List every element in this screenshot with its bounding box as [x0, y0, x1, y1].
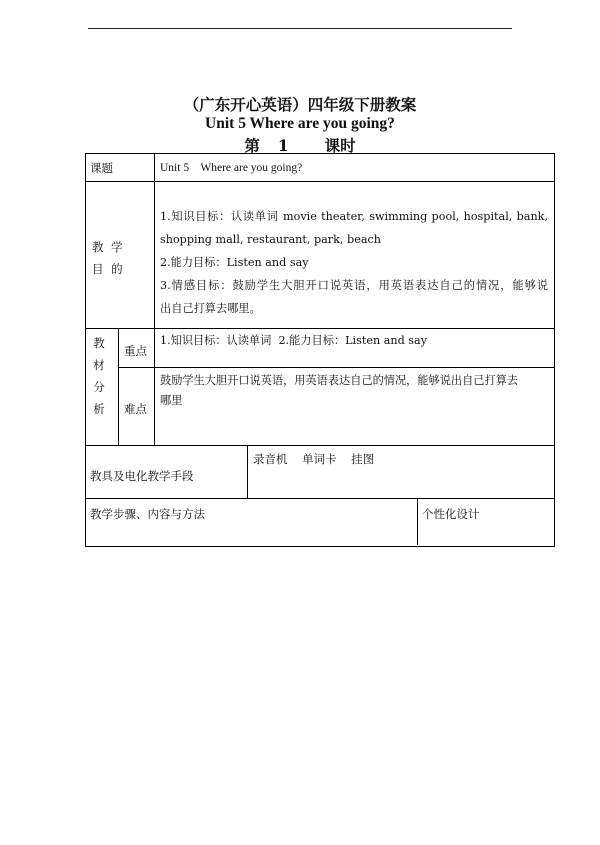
header-rule	[88, 28, 512, 29]
objective-line: 出自己打算去哪里。	[160, 302, 261, 315]
unit-title: Unit 5 Where are you going?	[205, 115, 395, 132]
lesson-number: 1	[277, 136, 289, 155]
objectives-label-line1: 教 学	[92, 240, 125, 254]
row-divider	[85, 498, 554, 499]
key-points-label: 重点	[124, 344, 147, 358]
difficulties-line1: 鼓励学生大胆开口说英语，用英语表达自己的情况，能够说出自己打算去	[160, 374, 519, 387]
col-divider	[247, 445, 248, 498]
row-divider	[85, 328, 554, 329]
col-divider	[118, 328, 119, 445]
difficulties-line2: 哪里	[160, 394, 183, 407]
analysis-char: 析	[93, 402, 105, 416]
col-divider	[417, 498, 418, 545]
objectives-content	[160, 205, 548, 320]
analysis-char: 分	[93, 380, 105, 394]
steps-label: 教学步骤、内容与方法	[90, 507, 205, 521]
objective-line: 3.情感目标：鼓励学生大胆开口说英语，用英语表达自己的情况，能够说	[160, 279, 548, 292]
objectives-label-line2: 目 的	[92, 262, 125, 276]
objective-line: shopping mall, restaurant, park, beach	[160, 233, 381, 246]
objective-line: 1.知识目标：认读单词 movie theater, swimming pool, hospital, bank,	[160, 210, 548, 223]
personal-design-label: 个性化设计	[422, 507, 480, 521]
document-title: （广东开心英语）四年级下册教案	[183, 95, 417, 114]
row-divider	[118, 367, 554, 368]
analysis-char: 教	[93, 336, 105, 350]
difficulties-label: 难点	[124, 402, 147, 416]
lesson-prefix: 第	[244, 136, 260, 155]
row-divider	[85, 181, 554, 182]
key-points-value: 1.知识目标：认读单词 2.能力目标：Listen and say	[160, 334, 428, 347]
tools-value: 录音机 单词卡 挂图	[253, 452, 375, 466]
topic-value: Unit 5 Where are you going?	[160, 162, 303, 174]
analysis-char: 材	[93, 358, 105, 372]
objective-line: 2.能力目标：Listen and say	[160, 256, 309, 269]
tools-label: 教具及电化教学手段	[90, 469, 194, 483]
topic-label: 课题	[90, 161, 113, 175]
analysis-label	[92, 332, 106, 420]
row-divider	[85, 445, 554, 446]
col-divider	[154, 153, 155, 445]
lesson-suffix: 课时	[324, 136, 356, 155]
